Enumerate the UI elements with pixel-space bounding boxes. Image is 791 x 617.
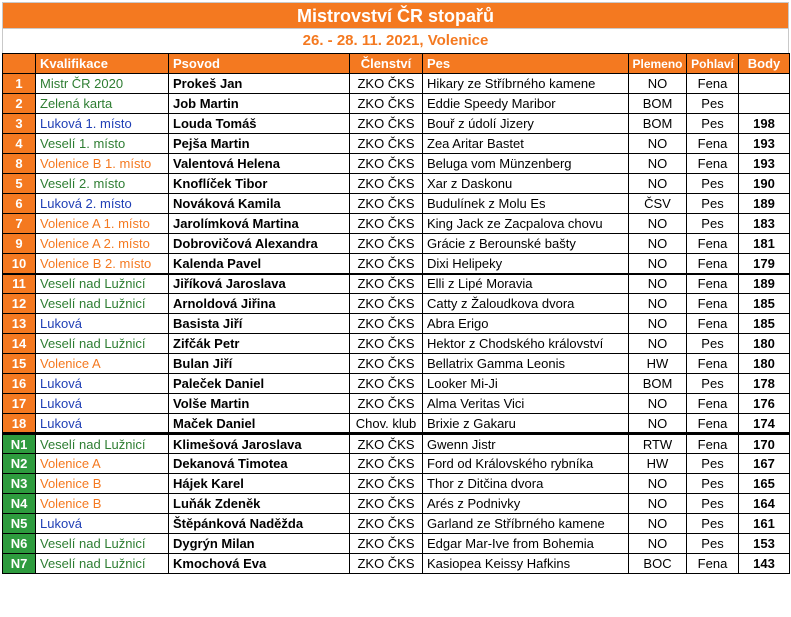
row-kvalifikace: Mistr ČR 2020 — [36, 74, 169, 94]
row-clenstvi: ZKO ČKS — [350, 114, 423, 134]
row-kvalifikace: Luková 1. místo — [36, 114, 169, 134]
row-clenstvi: ZKO ČKS — [350, 314, 423, 334]
row-number: 17 — [3, 394, 36, 414]
row-clenstvi: ZKO ČKS — [350, 554, 423, 574]
row-pohlavi: Pes — [687, 474, 739, 494]
row-body: 183 — [739, 214, 790, 234]
table-row — [3, 514, 790, 534]
row-clenstvi: ZKO ČKS — [350, 454, 423, 474]
table-row — [3, 114, 790, 134]
row-psovod: Luňák Zdeněk — [169, 494, 350, 514]
row-pohlavi: Pes — [687, 174, 739, 194]
row-kvalifikace: Luková — [36, 374, 169, 394]
row-clenstvi: ZKO ČKS — [350, 514, 423, 534]
row-kvalifikace: Volenice A — [36, 354, 169, 374]
row-pohlavi: Fena — [687, 434, 739, 454]
row-plemeno: NO — [629, 294, 687, 314]
row-body: 170 — [739, 434, 790, 454]
row-psovod: Bulan Jiří — [169, 354, 350, 374]
row-kvalifikace: Luková — [36, 314, 169, 334]
row-pohlavi: Pes — [687, 194, 739, 214]
row-psovod: Louda Tomáš — [169, 114, 350, 134]
row-plemeno: BOM — [629, 94, 687, 114]
row-pes: Ford od Královského rybníka — [423, 454, 629, 474]
table-row — [3, 194, 790, 214]
row-psovod: Prokeš Jan — [169, 74, 350, 94]
row-pohlavi: Pes — [687, 374, 739, 394]
row-kvalifikace: Veselí 1. místo — [36, 134, 169, 154]
row-number: 6 — [3, 194, 36, 214]
row-body: 198 — [739, 114, 790, 134]
row-pohlavi: Fena — [687, 354, 739, 374]
row-pohlavi: Pes — [687, 454, 739, 474]
row-clenstvi: ZKO ČKS — [350, 274, 423, 294]
row-pohlavi: Pes — [687, 214, 739, 234]
row-pes: Thor z Ditčina dvora — [423, 474, 629, 494]
row-psovod: Basista Jiří — [169, 314, 350, 334]
row-pes: Bouř z údolí Jizery — [423, 114, 629, 134]
row-body: 185 — [739, 314, 790, 334]
row-body: 161 — [739, 514, 790, 534]
header-kvalifikace: Kvalifikace — [36, 54, 169, 74]
row-number: 14 — [3, 334, 36, 354]
row-plemeno: NO — [629, 514, 687, 534]
table-row — [3, 434, 790, 454]
row-psovod: Zifčák Petr — [169, 334, 350, 354]
row-pes: Kasiopea Keissy Hafkins — [423, 554, 629, 574]
row-clenstvi: ZKO ČKS — [350, 174, 423, 194]
row-number: 4 — [3, 134, 36, 154]
row-pes: Gwenn Jistr — [423, 434, 629, 454]
row-pohlavi: Pes — [687, 534, 739, 554]
row-pohlavi: Fena — [687, 294, 739, 314]
row-body — [739, 94, 790, 114]
row-psovod: Štěpánková Naděžda — [169, 514, 350, 534]
row-pes: Zea Aritar Bastet — [423, 134, 629, 154]
row-kvalifikace: Veselí 2. místo — [36, 174, 169, 194]
row-clenstvi: ZKO ČKS — [350, 254, 423, 274]
row-number: 5 — [3, 174, 36, 194]
row-pes: Dixi Helipeky — [423, 254, 629, 274]
table-row — [3, 254, 790, 274]
table-row — [3, 454, 790, 474]
row-pohlavi: Fena — [687, 134, 739, 154]
row-body — [739, 74, 790, 94]
row-pes: Edgar Mar-Ive from Bohemia — [423, 534, 629, 554]
row-clenstvi: ZKO ČKS — [350, 154, 423, 174]
row-body: 189 — [739, 274, 790, 294]
row-pes: Arés z Podnivky — [423, 494, 629, 514]
row-plemeno: NO — [629, 234, 687, 254]
row-psovod: Nováková Kamila — [169, 194, 350, 214]
row-psovod: Arnoldová Jiřina — [169, 294, 350, 314]
row-pohlavi: Pes — [687, 334, 739, 354]
row-pes: Alma Veritas Vici — [423, 394, 629, 414]
row-kvalifikace: Veselí nad Lužnicí — [36, 554, 169, 574]
row-kvalifikace: Volenice A — [36, 454, 169, 474]
row-kvalifikace: Volenice B — [36, 474, 169, 494]
row-body: 178 — [739, 374, 790, 394]
row-body: 193 — [739, 134, 790, 154]
header-plemeno: Plemeno — [629, 54, 687, 74]
row-kvalifikace: Volenice B — [36, 494, 169, 514]
row-body: 189 — [739, 194, 790, 214]
row-body: 180 — [739, 354, 790, 374]
table-row — [3, 214, 790, 234]
row-pes: Grácie z Berounské bašty — [423, 234, 629, 254]
table-row — [3, 74, 790, 94]
row-number: 11 — [3, 274, 36, 294]
sheet-subtitle: 26. - 28. 11. 2021, Volenice — [2, 29, 789, 53]
row-pes: Brixie z Gakaru — [423, 414, 629, 434]
row-body: 174 — [739, 414, 790, 434]
row-plemeno: NO — [629, 534, 687, 554]
table-row — [3, 134, 790, 154]
header-psovod: Psovod — [169, 54, 350, 74]
row-body: 153 — [739, 534, 790, 554]
row-number: 2 — [3, 94, 36, 114]
table-row — [3, 274, 790, 294]
row-clenstvi: ZKO ČKS — [350, 134, 423, 154]
row-psovod: Paleček Daniel — [169, 374, 350, 394]
row-number: N2 — [3, 454, 36, 474]
row-psovod: Pejša Martin — [169, 134, 350, 154]
row-body: 143 — [739, 554, 790, 574]
table-row — [3, 354, 790, 374]
row-number: N1 — [3, 434, 36, 454]
row-psovod: Kalenda Pavel — [169, 254, 350, 274]
row-plemeno: BOM — [629, 374, 687, 394]
row-body: 179 — [739, 254, 790, 274]
row-kvalifikace: Veselí nad Lužnicí — [36, 274, 169, 294]
row-pohlavi: Fena — [687, 154, 739, 174]
row-plemeno: NO — [629, 274, 687, 294]
table-row — [3, 494, 790, 514]
table-row — [3, 414, 790, 434]
row-pes: Catty z Žaloudkova dvora — [423, 294, 629, 314]
row-psovod: Jarolímková Martina — [169, 214, 350, 234]
row-body: 185 — [739, 294, 790, 314]
row-pes: Abra Erigo — [423, 314, 629, 334]
row-kvalifikace: Veselí nad Lužnicí — [36, 434, 169, 454]
row-pes: Hikary ze Stříbrného kamene — [423, 74, 629, 94]
row-kvalifikace: Veselí nad Lužnicí — [36, 294, 169, 314]
row-number: 7 — [3, 214, 36, 234]
row-plemeno: NO — [629, 494, 687, 514]
table-row — [3, 474, 790, 494]
row-psovod: Maček Daniel — [169, 414, 350, 434]
row-pohlavi: Fena — [687, 74, 739, 94]
row-kvalifikace: Veselí nad Lužnicí — [36, 534, 169, 554]
table-row — [3, 534, 790, 554]
row-pes: Looker Mi-Ji — [423, 374, 629, 394]
row-plemeno: NO — [629, 154, 687, 174]
row-body: 176 — [739, 394, 790, 414]
row-number: N7 — [3, 554, 36, 574]
row-clenstvi: ZKO ČKS — [350, 354, 423, 374]
row-kvalifikace: Volenice B 2. místo — [36, 254, 169, 274]
row-number: 12 — [3, 294, 36, 314]
row-plemeno: RTW — [629, 434, 687, 454]
row-kvalifikace: Veselí nad Lužnicí — [36, 334, 169, 354]
row-plemeno: NO — [629, 414, 687, 434]
row-pes: Garland ze Stříbrného kamene — [423, 514, 629, 534]
table-row — [3, 554, 790, 574]
table-row — [3, 314, 790, 334]
row-kvalifikace: Zelená karta — [36, 94, 169, 114]
table-row — [3, 394, 790, 414]
row-kvalifikace: Luková — [36, 414, 169, 434]
row-pohlavi: Fena — [687, 554, 739, 574]
row-clenstvi: ZKO ČKS — [350, 534, 423, 554]
row-clenstvi: ZKO ČKS — [350, 74, 423, 94]
row-plemeno: HW — [629, 454, 687, 474]
header-pohlavi: Pohlaví — [687, 54, 739, 74]
header-row — [3, 54, 790, 74]
table-row — [3, 94, 790, 114]
row-plemeno: NO — [629, 334, 687, 354]
row-plemeno: NO — [629, 214, 687, 234]
row-plemeno: BOM — [629, 114, 687, 134]
row-plemeno: NO — [629, 314, 687, 334]
row-clenstvi: ZKO ČKS — [350, 434, 423, 454]
row-plemeno: NO — [629, 254, 687, 274]
row-pohlavi: Fena — [687, 414, 739, 434]
row-body: 167 — [739, 454, 790, 474]
row-body: 180 — [739, 334, 790, 354]
row-pes: Bellatrix Gamma Leonis — [423, 354, 629, 374]
row-psovod: Volše Martin — [169, 394, 350, 414]
row-pes: King Jack ze Zacpalova chovu — [423, 214, 629, 234]
row-psovod: Kmochová Eva — [169, 554, 350, 574]
row-clenstvi: ZKO ČKS — [350, 234, 423, 254]
row-number: 9 — [3, 234, 36, 254]
table-row — [3, 174, 790, 194]
row-clenstvi: ZKO ČKS — [350, 394, 423, 414]
row-psovod: Jiříková Jaroslava — [169, 274, 350, 294]
row-number: N5 — [3, 514, 36, 534]
row-clenstvi: Chov. klub — [350, 414, 423, 434]
row-clenstvi: ZKO ČKS — [350, 294, 423, 314]
results-table — [2, 53, 790, 574]
row-kvalifikace: Luková — [36, 394, 169, 414]
header-clenstvi: Členství — [350, 54, 423, 74]
row-clenstvi: ZKO ČKS — [350, 474, 423, 494]
row-number: 1 — [3, 74, 36, 94]
row-plemeno: BOC — [629, 554, 687, 574]
row-clenstvi: ZKO ČKS — [350, 374, 423, 394]
row-pohlavi: Pes — [687, 514, 739, 534]
table-row — [3, 234, 790, 254]
row-number: 15 — [3, 354, 36, 374]
row-kvalifikace: Volenice B 1. místo — [36, 154, 169, 174]
row-clenstvi: ZKO ČKS — [350, 494, 423, 514]
row-plemeno: NO — [629, 134, 687, 154]
row-number: 10 — [3, 254, 36, 274]
row-pohlavi: Pes — [687, 494, 739, 514]
row-pohlavi: Pes — [687, 94, 739, 114]
row-number: 3 — [3, 114, 36, 134]
row-pohlavi: Fena — [687, 274, 739, 294]
row-psovod: Knoflíček Tibor — [169, 174, 350, 194]
row-pes: Hektor z Chodského království — [423, 334, 629, 354]
header-body: Body — [739, 54, 790, 74]
results-sheet — [2, 2, 789, 574]
row-number: 18 — [3, 414, 36, 434]
row-plemeno: NO — [629, 474, 687, 494]
row-clenstvi: ZKO ČKS — [350, 334, 423, 354]
row-pes: Eddie Speedy Maribor — [423, 94, 629, 114]
row-kvalifikace: Volenice A 2. místo — [36, 234, 169, 254]
row-kvalifikace: Volenice A 1. místo — [36, 214, 169, 234]
table-row — [3, 334, 790, 354]
row-clenstvi: ZKO ČKS — [350, 214, 423, 234]
row-clenstvi: ZKO ČKS — [350, 194, 423, 214]
row-psovod: Dobrovičová Alexandra — [169, 234, 350, 254]
table-row — [3, 154, 790, 174]
row-number: N3 — [3, 474, 36, 494]
row-number: 16 — [3, 374, 36, 394]
row-pes: Elli z Lipé Moravia — [423, 274, 629, 294]
row-plemeno: NO — [629, 74, 687, 94]
row-pohlavi: Fena — [687, 394, 739, 414]
row-plemeno: NO — [629, 174, 687, 194]
header-pes: Pes — [423, 54, 629, 74]
row-kvalifikace: Luková 2. místo — [36, 194, 169, 214]
table-row — [3, 374, 790, 394]
row-plemeno: HW — [629, 354, 687, 374]
row-psovod: Job Martin — [169, 94, 350, 114]
row-pes: Beluga vom Münzenberg — [423, 154, 629, 174]
row-psovod: Klimešová Jaroslava — [169, 434, 350, 454]
row-pes: Budulínek z Molu Es — [423, 194, 629, 214]
row-pohlavi: Fena — [687, 254, 739, 274]
row-body: 190 — [739, 174, 790, 194]
row-psovod: Dekanová Timotea — [169, 454, 350, 474]
row-number: N4 — [3, 494, 36, 514]
row-body: 193 — [739, 154, 790, 174]
row-pes: Xar z Daskonu — [423, 174, 629, 194]
row-number: N6 — [3, 534, 36, 554]
row-body: 165 — [739, 474, 790, 494]
row-body: 164 — [739, 494, 790, 514]
row-psovod: Valentová Helena — [169, 154, 350, 174]
row-plemeno: ČSV — [629, 194, 687, 214]
row-kvalifikace: Luková — [36, 514, 169, 534]
table-row — [3, 294, 790, 314]
row-number: 13 — [3, 314, 36, 334]
header-num — [3, 54, 36, 74]
row-plemeno: NO — [629, 394, 687, 414]
row-clenstvi: ZKO ČKS — [350, 94, 423, 114]
sheet-title: Mistrovství ČR stopařů — [2, 2, 789, 29]
row-pohlavi: Fena — [687, 234, 739, 254]
row-psovod: Dygrýn Milan — [169, 534, 350, 554]
row-number: 8 — [3, 154, 36, 174]
row-body: 181 — [739, 234, 790, 254]
row-psovod: Hájek Karel — [169, 474, 350, 494]
row-pohlavi: Pes — [687, 114, 739, 134]
row-pohlavi: Fena — [687, 314, 739, 334]
